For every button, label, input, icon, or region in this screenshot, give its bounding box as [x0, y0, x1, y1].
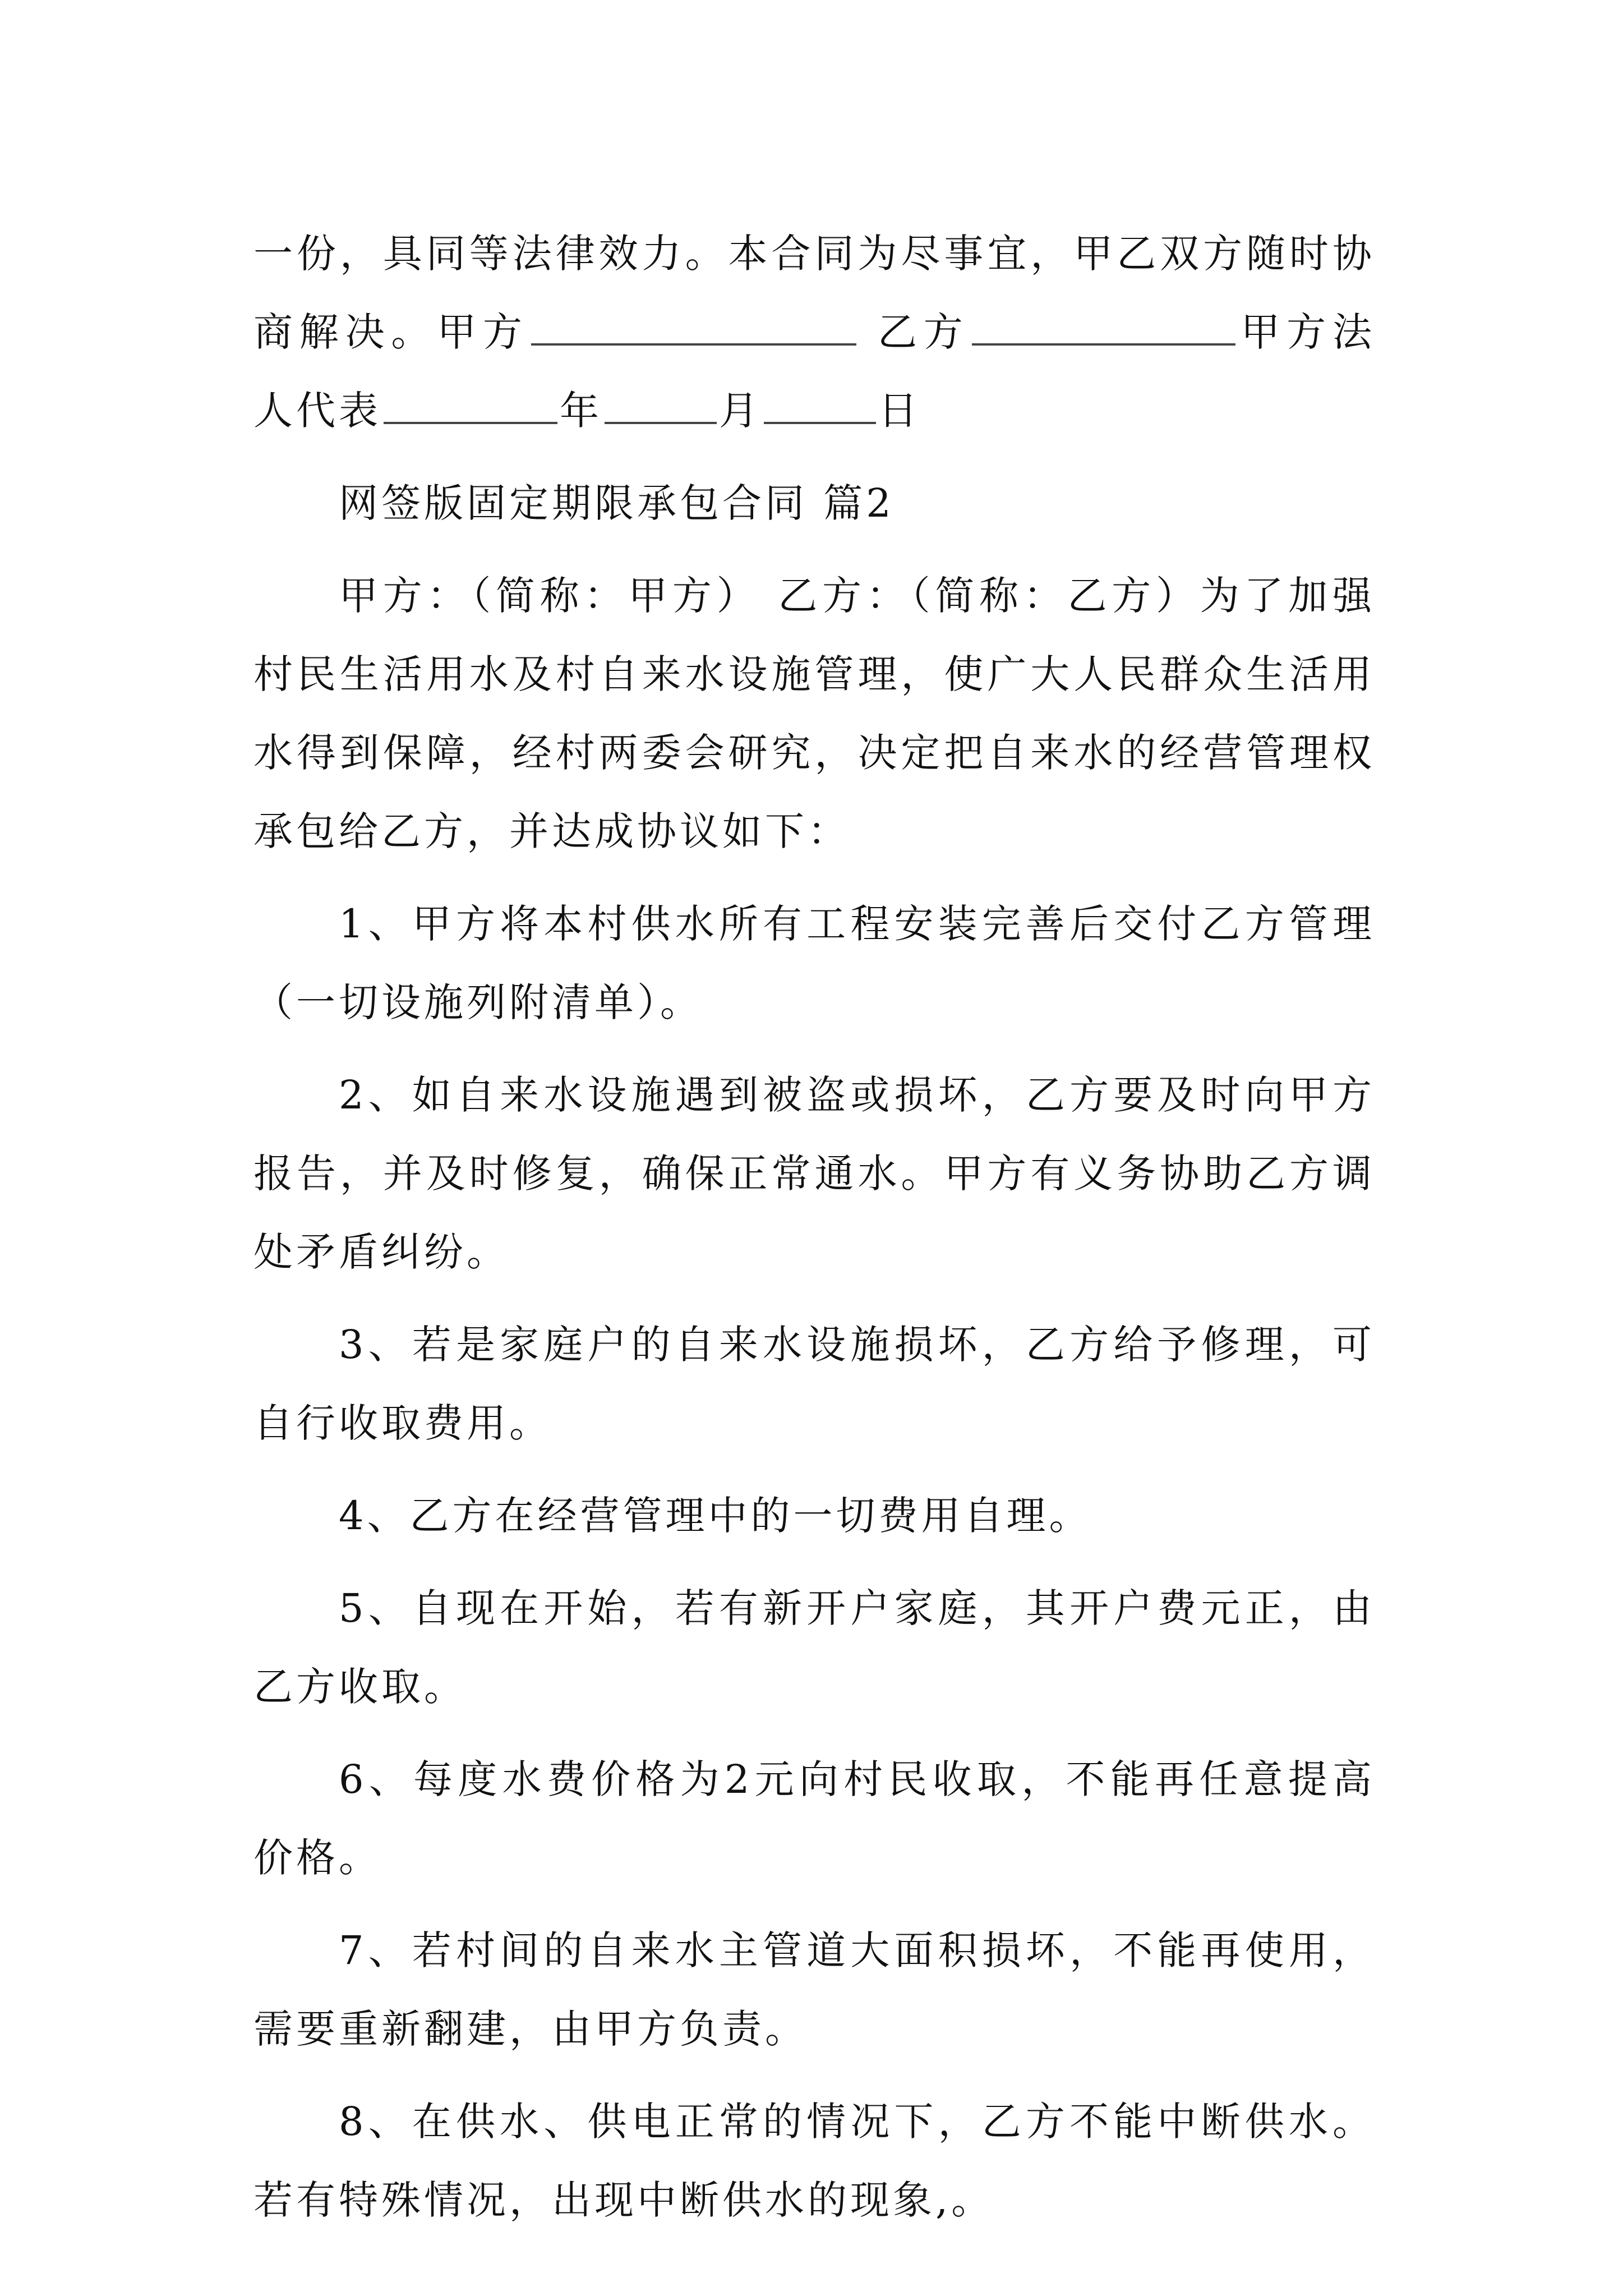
clause-3: 3、若是家庭户的自来水设施损坏，乙方给予修理，可自行收取费用。	[253, 1322, 1375, 1446]
clause-2: 2、如自来水设施遇到被盗或损坏，乙方要及时向甲方报告，并及时修复，确保正常通水。甲方有义务协助乙方调处矛盾纠纷。	[253, 1072, 1375, 1275]
clause-4: 4、乙方在经营管理中的一切费用自理。	[339, 1493, 1092, 1539]
day-blank	[764, 383, 876, 424]
document-body	[253, 214, 1375, 2253]
clause-5: 5、自现在开始，若有新开户家庭，其开户费元正，由乙方收取。	[253, 1585, 1375, 1710]
opening-paragraph	[253, 214, 1375, 450]
legal-rep-blank	[384, 383, 557, 424]
clause-1: 1、甲方将本村供水所有工程安装完善后交付乙方管理（一切设施列附清单）。	[253, 901, 1375, 1025]
clause-6: 6、每度水费价格为2元向村民收取，不能再任意提高价格。	[253, 1756, 1375, 1881]
section-title: 网签版固定期限承包合同 篇2	[339, 480, 895, 526]
party-a-blank	[531, 304, 856, 346]
intro-paragraph: 甲方：（简称：甲方） 乙方：（简称：乙方）为了加强村民生活用水及村自来水设施管理，使广大人民群众生活用水得到保障，经村两委会研究，决定把自来水的经营管理权承包给乙方，并达成协议如下：	[253, 573, 1375, 854]
party-b-blank	[972, 304, 1235, 346]
opening-text: 一份，具同等法律效力。本合同为尽事宜，甲乙双方随时协商解决。甲方	[253, 231, 1375, 355]
month-blank	[605, 383, 717, 424]
day-label: 日	[878, 388, 921, 434]
clause-8: 8、在供水、供电正常的情况下，乙方不能中断供水。若有特殊情况，出现中断供水的现象,。	[253, 2099, 1375, 2223]
clause-7: 7、若村间的自来水主管道大面积损坏，不能再使用，需要重新翻建，由甲方负责。	[253, 1927, 1375, 2052]
party-b-label: 乙方	[877, 309, 970, 355]
year-label: 年	[560, 388, 602, 434]
legal-rep-label: 甲方法人代表	[253, 309, 1375, 434]
month-label: 月	[719, 388, 762, 434]
